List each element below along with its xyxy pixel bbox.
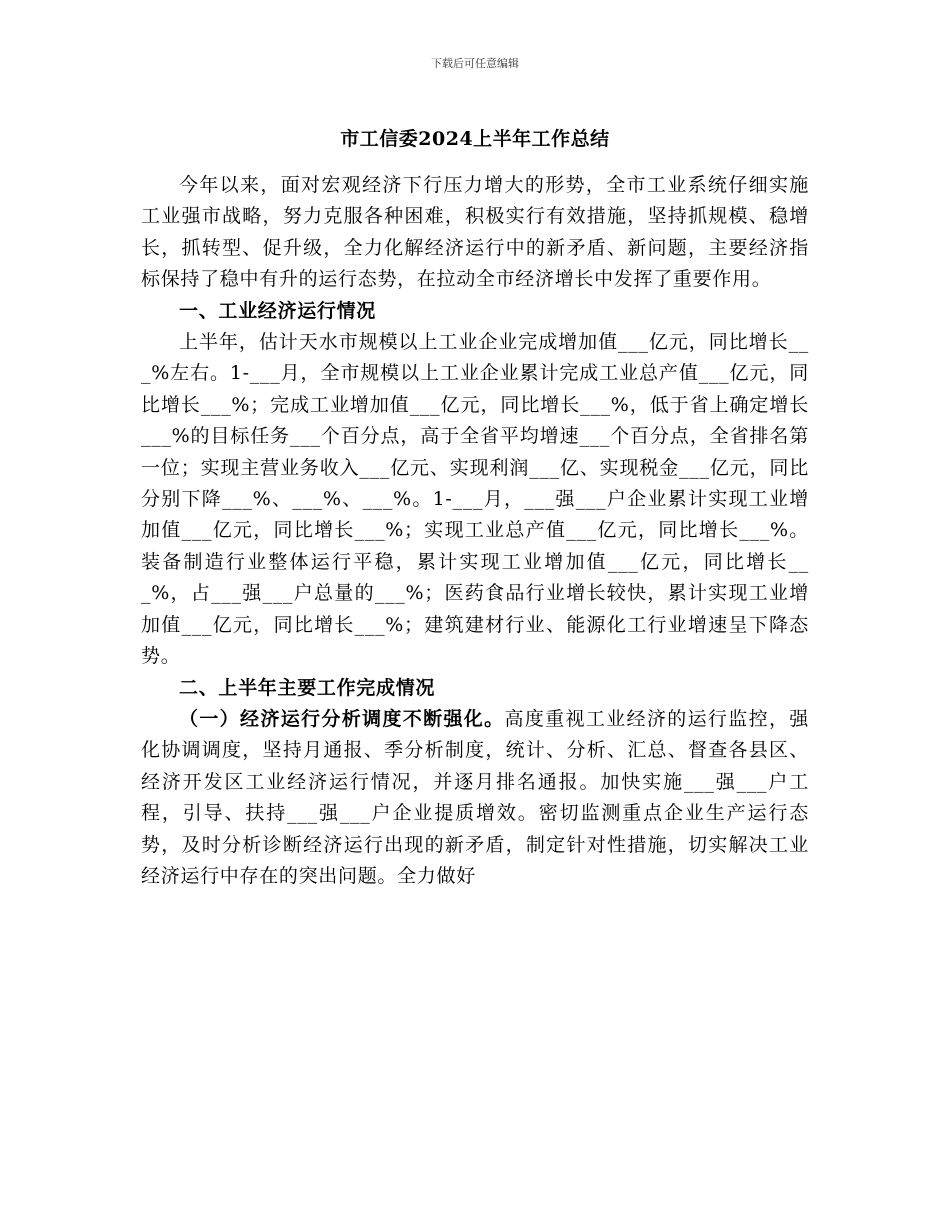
page-header-note: 下载后可任意编辑 — [431, 57, 519, 70]
section-heading-1: 一、工业经济运行情况 — [179, 299, 377, 322]
document-body — [141, 170, 809, 892]
subsection-1-lead: （一）经济运行分析调度不断强化。 — [179, 707, 505, 730]
intro-paragraph: 今年以来，面对宏观经济下行压力增大的形势，全市工业系统仔细实施工业强市战略，努力克服各种困难，积极实行有效措施，坚持抓规模、稳增长，抓转型、促升级，全力化解经济运行中的新矛盾、新问题，主要经济指标保持了稳中有升的运行态势，在拉动全市经济增长中发挥了重要作用。 — [141, 174, 809, 291]
section-heading-2: 二、上半年主要工作完成情况 — [179, 676, 436, 699]
page-title: 市工信委2024上半年工作总结 — [340, 128, 610, 150]
section-1-paragraph: 上半年，估计天水市规模以上工业企业完成增加值___亿元，同比增长___%左右。1-___月，全市规模以上工业企业累计完成工业总产值___亿元，同比增长___%；完成工业增加值___亿元，同比增长___%，低于省上确定增长___%的目标任务___个百分点，高于全省平均增速___个百分点，全省排名第一位；实现主营业务收入___亿元、实现利润___亿、实现税金___亿元，同比分别下降___%、___%、___%。1-___月，___强___户企业累计实现工业增加值___亿元，同比增长___%；实现工业总产值___亿元，同比增长___%。装备制造行业整体运行平稳，累计实现工业增加值___亿元，同比增长___%，占___强___户总量的___%；医药食品行业增长较快，累计实现工业增加值___亿元，同比增长___%；建筑建材行业、能源化工行业增速呈下降态势。 — [141, 331, 809, 668]
subsection-1-body: 高度重视工业经济的运行监控，强化协调调度，坚持月通报、季分析制度，统计、分析、汇总、督查各县区、经济开发区工业经济运行情况，并逐月排名通报。加快实施___强___户工程，引导、扶持___强___户企业提质增效。密切监测重点企业生产运行态势，及时分析诊断经济运行出现的新矛盾，制定针对性措施，切实解决工业经济运行中存在的突出问题。全力做好 — [141, 707, 809, 887]
subsection-1-paragraph — [141, 704, 809, 892]
